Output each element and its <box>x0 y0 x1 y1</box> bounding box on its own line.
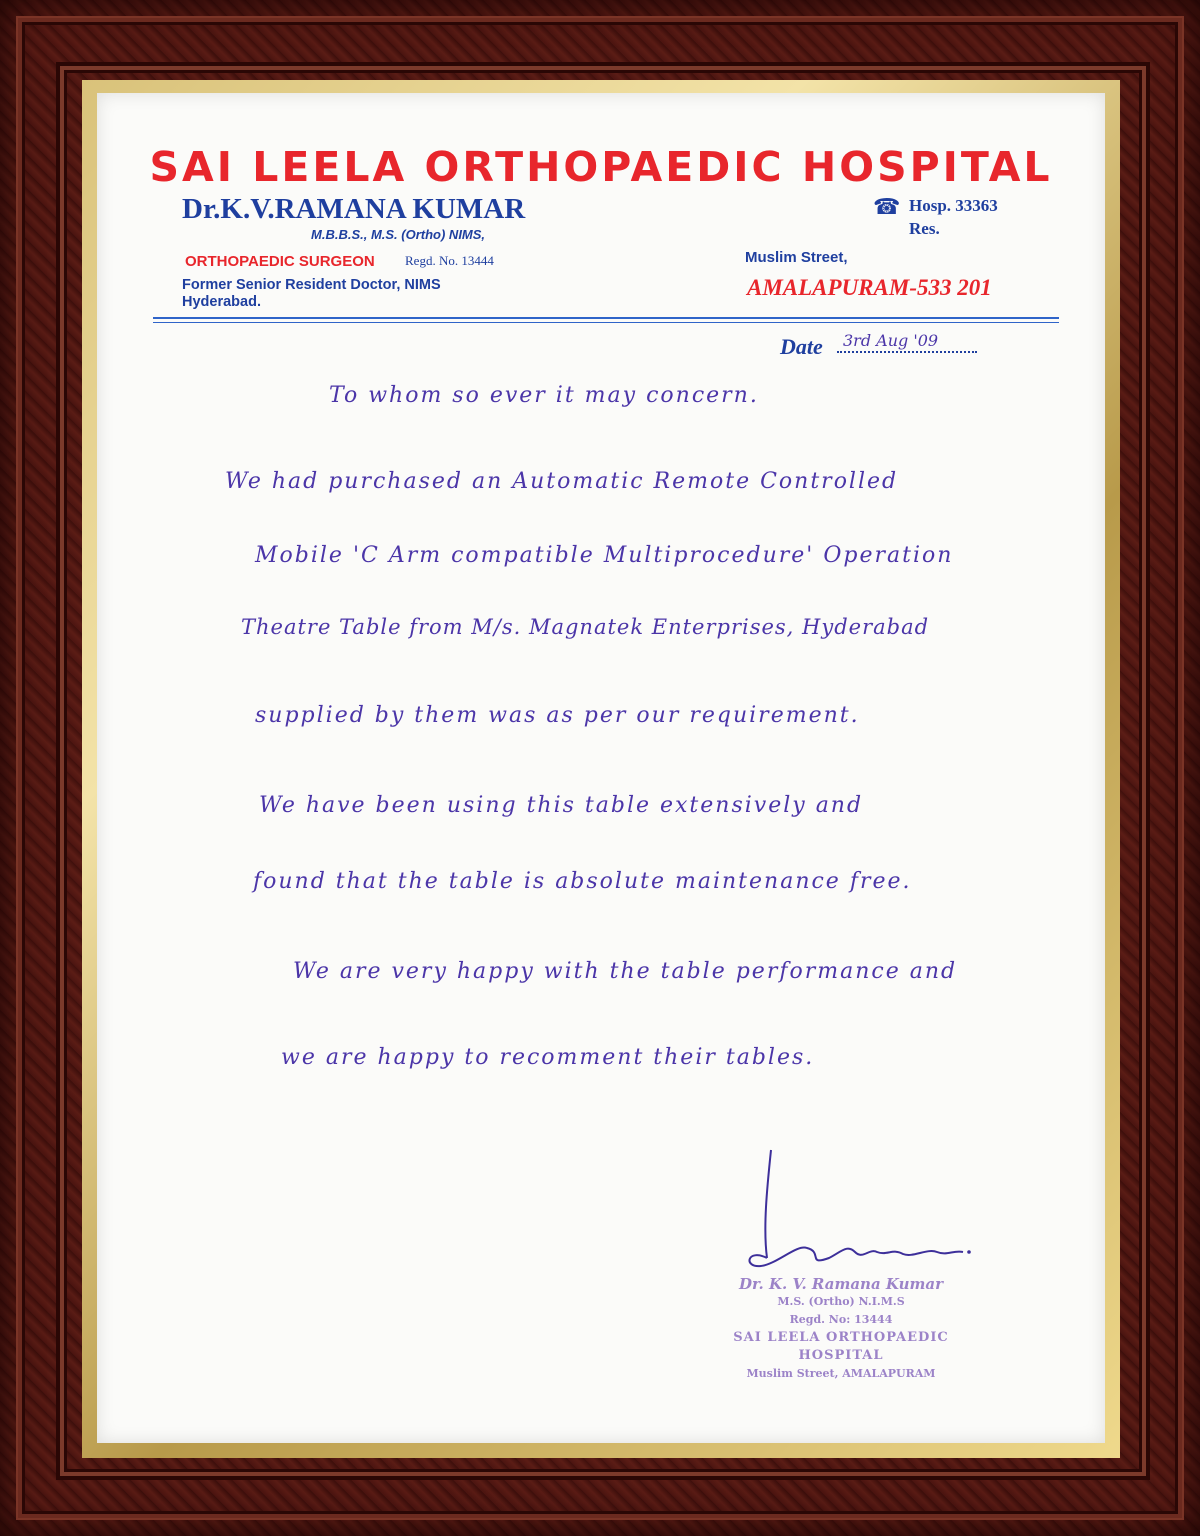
doctor-role: ORTHOPAEDIC SURGEON <box>185 253 375 270</box>
letter-line-7: found that the table is absolute maintenance free. <box>253 869 912 894</box>
date-value: 3rd Aug '09 <box>843 331 939 350</box>
letter-line-8: We are very happy with the table performance and <box>293 959 958 984</box>
date-label: Date <box>780 334 823 359</box>
header-rule-top <box>153 317 1059 319</box>
stamp-name: Dr. K. V. Ramana Kumar <box>739 1275 943 1293</box>
stamp-regd: Regd. No: 13444 <box>789 1313 893 1326</box>
stamp-address: Muslim Street, AMALAPURAM <box>746 1367 936 1380</box>
hospital-phone: Hosp. 33363 <box>909 196 998 215</box>
letter-line-1: To whom so ever it may concern. <box>329 383 759 408</box>
letter-line-3: Mobile 'C Arm compatible Multiprocedure' Operation <box>255 543 954 568</box>
stamp-hospital: SAI LEELA ORTHOPAEDIC HOSPITAL <box>733 1330 949 1363</box>
registration-number: Regd. No. 13444 <box>405 253 494 268</box>
letter-line-9: we are happy to recomment their tables. <box>281 1045 815 1070</box>
doctor-qualifications: M.B.B.S., M.S. (Ortho) NIMS, <box>311 227 486 242</box>
residence-phone: Res. <box>909 219 940 238</box>
header-rule-bottom <box>153 322 1059 323</box>
date-dotted-line <box>837 351 977 353</box>
former-position <box>182 277 441 311</box>
city-address: AMALAPURAM-533 201 <box>747 275 992 300</box>
phone-icon: ☎ <box>873 194 901 219</box>
former-line-1: Former Senior Resident Doctor, NIMS <box>182 277 441 293</box>
letter-line-6: We have been using this table extensively and <box>259 793 864 818</box>
doctor-name: Dr.K.V.RAMANA KUMAR <box>182 193 526 225</box>
letter-line-2: We had purchased an Automatic Remote Controlled <box>225 469 899 494</box>
letter-line-5: supplied by them was as per our requirement. <box>255 703 860 728</box>
stamp-degree: M.S. (Ortho) N.I.M.S <box>777 1295 905 1308</box>
doctor-stamp <box>701 1275 981 1383</box>
letter-paper <box>97 93 1105 1443</box>
phone-numbers <box>909 194 998 240</box>
hospital-name: SAI LEELA ORTHOPAEDIC HOSPITAL <box>149 143 1053 191</box>
former-line-2: Hyderabad. <box>182 294 261 310</box>
street-address: Muslim Street, <box>745 249 848 266</box>
letter-line-4: Theatre Table from M/s. Magnatek Enterprises, Hyderabad <box>241 615 930 639</box>
signature <box>737 1148 977 1278</box>
